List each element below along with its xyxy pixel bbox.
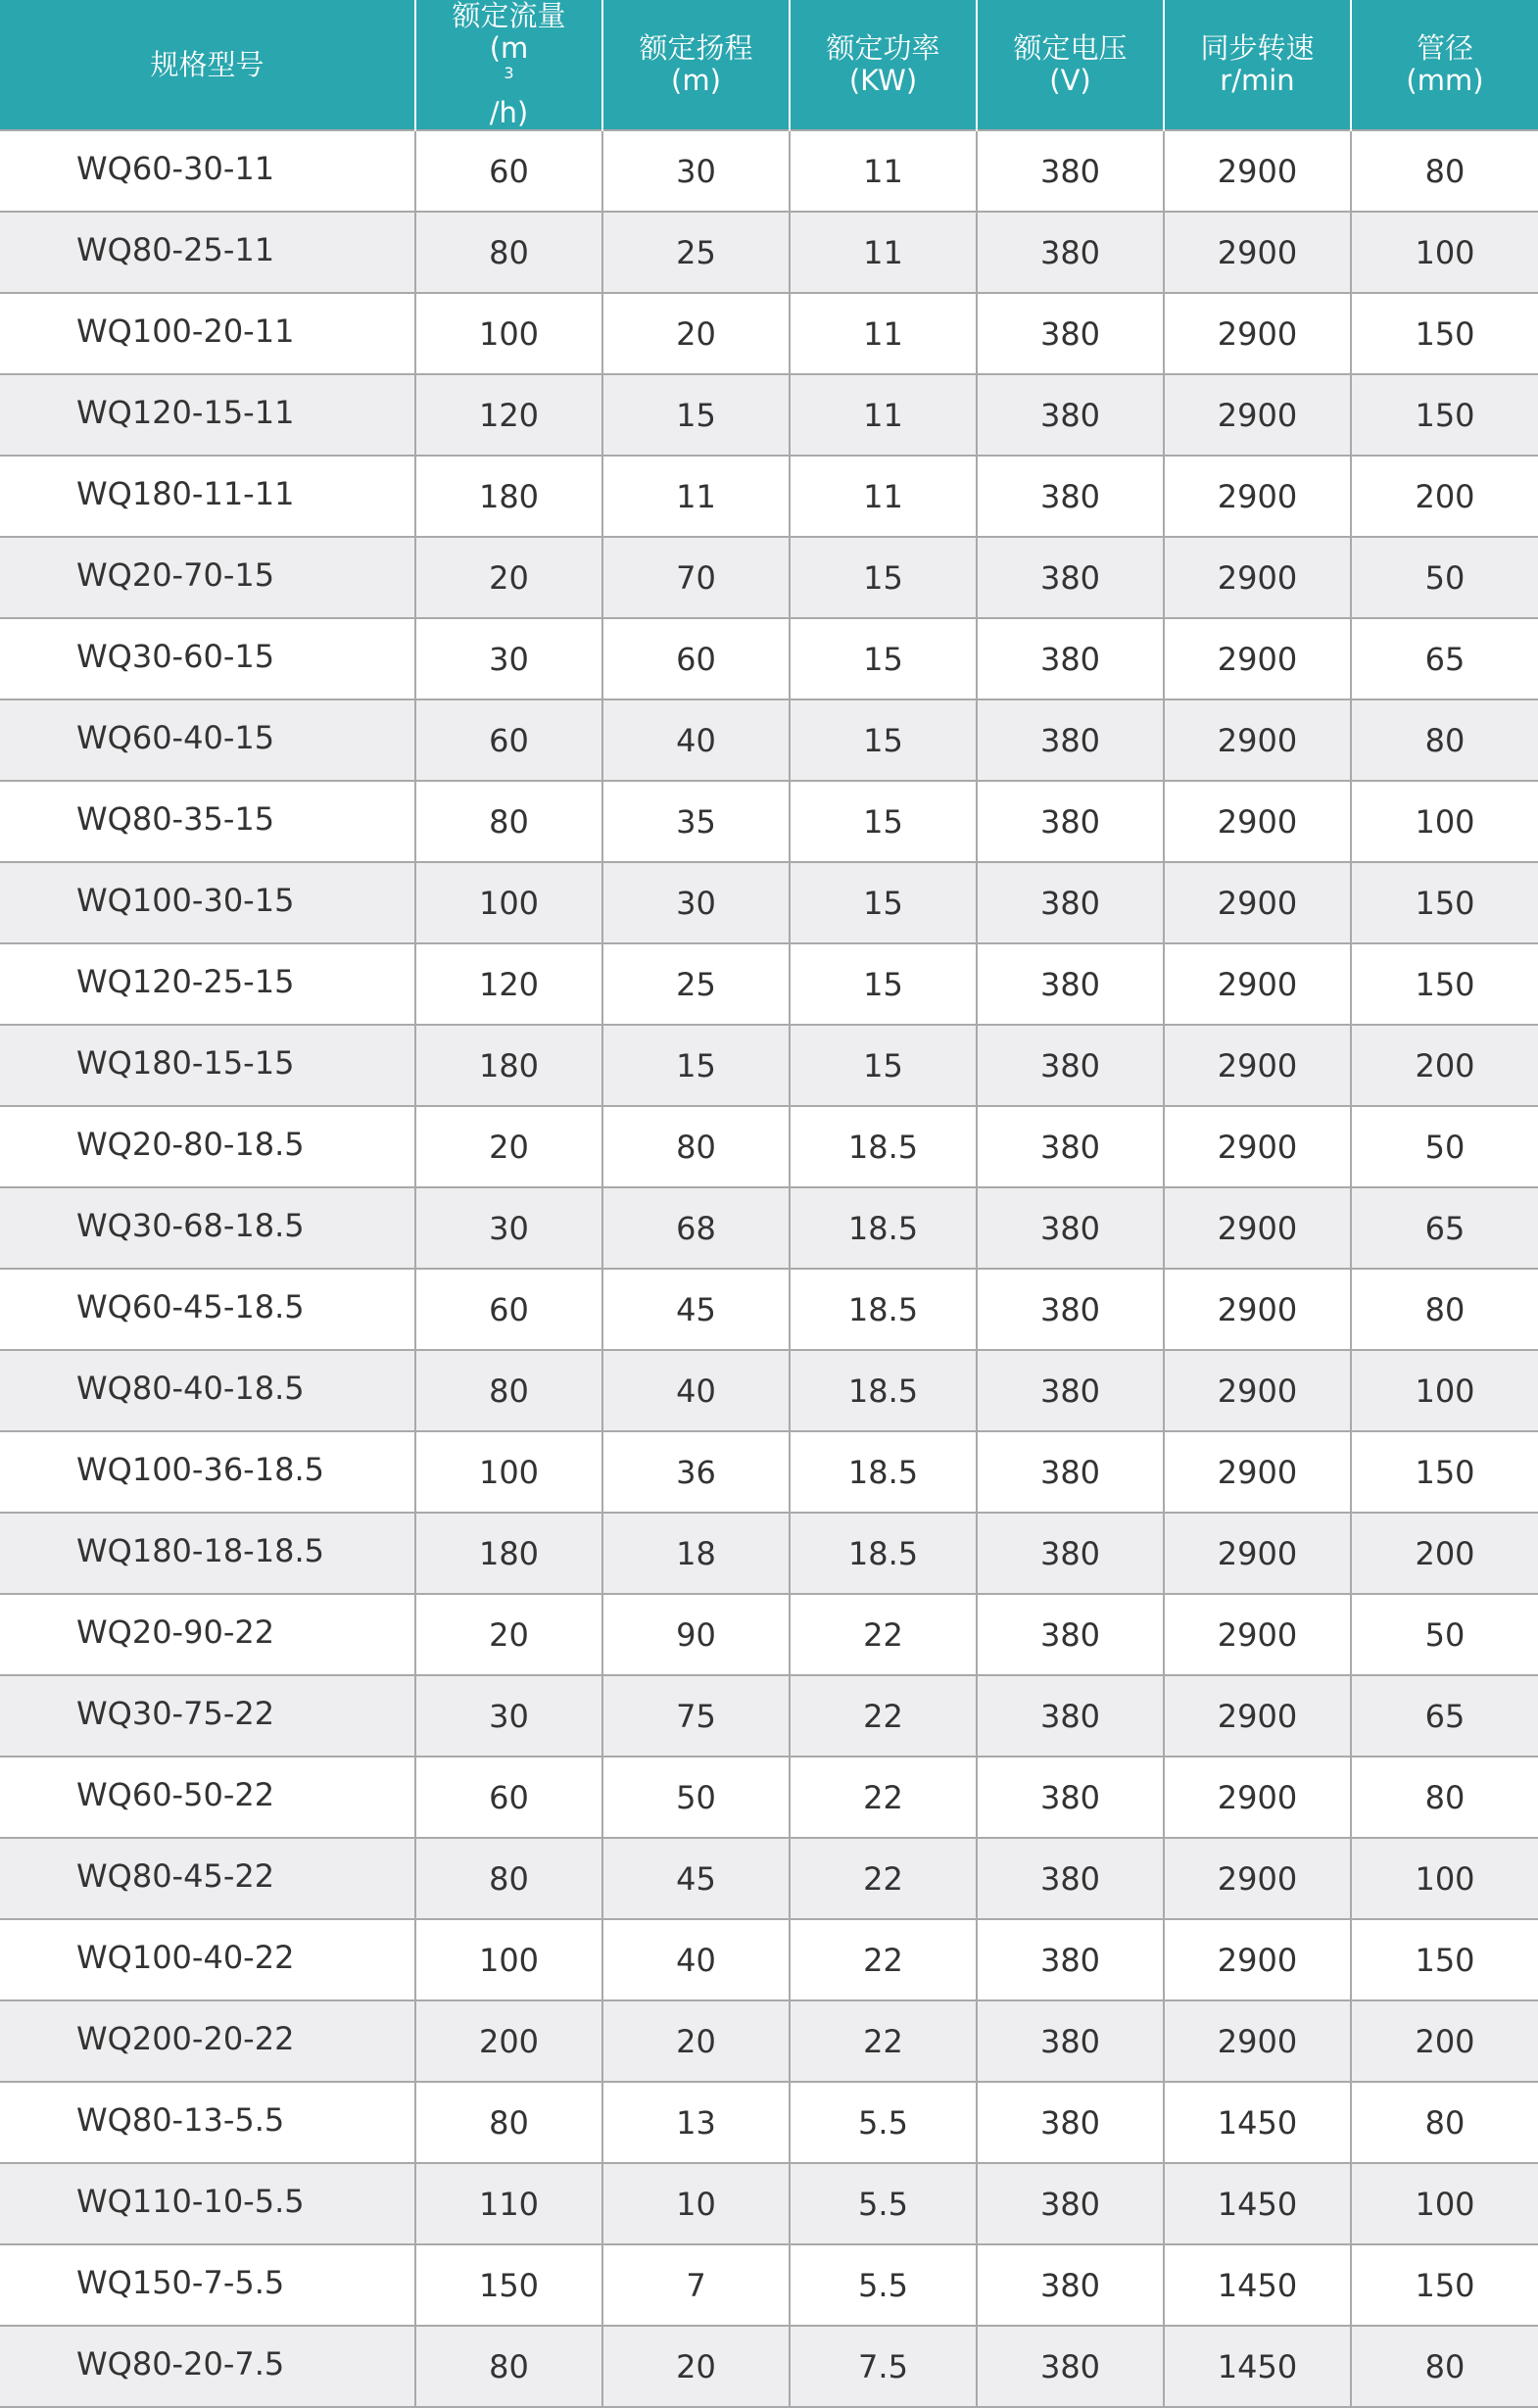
head-cell: 20: [602, 293, 790, 374]
head-cell: 30: [602, 130, 790, 212]
power-cell: 18.5: [790, 1269, 977, 1350]
model-cell: WQ200-20-22: [0, 2000, 415, 2082]
voltage-cell: 380: [977, 943, 1164, 1025]
flow-cell: 60: [415, 1269, 602, 1350]
flow-cell: 60: [415, 130, 602, 212]
power-cell: 22: [790, 1919, 977, 2000]
pipe-cell: 65: [1351, 618, 1538, 699]
head-cell: 68: [602, 1187, 790, 1269]
voltage-cell: 380: [977, 130, 1164, 212]
speed-cell: 2900: [1164, 130, 1351, 212]
voltage-cell: 380: [977, 1757, 1164, 1838]
table-row: [0, 2244, 1538, 2326]
table-row: [0, 1350, 1538, 1431]
pipe-cell: 50: [1351, 1106, 1538, 1187]
speed-cell: 2900: [1164, 1025, 1351, 1106]
flow-cell: 100: [415, 293, 602, 374]
header-head: 额定扬程 (m): [602, 0, 790, 130]
pipe-cell: 100: [1351, 2163, 1538, 2244]
pipe-cell: 100: [1351, 1350, 1538, 1431]
voltage-cell: 380: [977, 1025, 1164, 1106]
model-cell: WQ80-25-11: [0, 212, 415, 293]
speed-cell: 2900: [1164, 537, 1351, 618]
speed-cell: 2900: [1164, 1594, 1351, 1675]
flow-cell: 80: [415, 2082, 602, 2163]
table-row: [0, 1675, 1538, 1757]
pipe-cell: 100: [1351, 1838, 1538, 1919]
speed-cell: 2900: [1164, 1919, 1351, 2000]
header-flow: 额定流量 (m $^3$ /h): [415, 0, 602, 130]
speed-cell: 2900: [1164, 862, 1351, 943]
head-cell: 45: [602, 1269, 790, 1350]
table-row: [0, 781, 1538, 862]
pipe-cell: 80: [1351, 1269, 1538, 1350]
power-cell: 11: [790, 130, 977, 212]
header-speed: 同步转速 r/min: [1164, 0, 1351, 130]
power-cell: 15: [790, 1025, 977, 1106]
table-row: [0, 537, 1538, 618]
power-cell: 22: [790, 1594, 977, 1675]
flow-cell: 80: [415, 1350, 602, 1431]
pipe-cell: 80: [1351, 1757, 1538, 1838]
flow-cell: 20: [415, 537, 602, 618]
voltage-cell: 380: [977, 2000, 1164, 2082]
table-row: [0, 2000, 1538, 2082]
speed-cell: 2900: [1164, 456, 1351, 537]
pipe-cell: 50: [1351, 537, 1538, 618]
pipe-cell: 100: [1351, 212, 1538, 293]
model-cell: WQ20-90-22: [0, 1594, 415, 1675]
flow-cell: 150: [415, 2244, 602, 2326]
speed-cell: 2900: [1164, 1838, 1351, 1919]
power-cell: 11: [790, 456, 977, 537]
head-cell: 13: [602, 2082, 790, 2163]
table-row: [0, 212, 1538, 293]
flow-cell: 100: [415, 862, 602, 943]
head-cell: 18: [602, 1513, 790, 1594]
pipe-cell: 80: [1351, 130, 1538, 212]
pipe-cell: 200: [1351, 2000, 1538, 2082]
head-cell: 35: [602, 781, 790, 862]
table-row: [0, 1594, 1538, 1675]
model-cell: WQ180-18-18.5: [0, 1513, 415, 1594]
model-cell: WQ20-80-18.5: [0, 1106, 415, 1187]
table-row: [0, 943, 1538, 1025]
model-cell: WQ150-7-5.5: [0, 2244, 415, 2326]
power-cell: 15: [790, 781, 977, 862]
power-cell: 18.5: [790, 1513, 977, 1594]
table-row: [0, 1513, 1538, 1594]
flow-cell: 100: [415, 1431, 602, 1513]
head-cell: 25: [602, 943, 790, 1025]
flow-cell: 200: [415, 2000, 602, 2082]
voltage-cell: 380: [977, 2244, 1164, 2326]
flow-cell: 80: [415, 212, 602, 293]
header-voltage: 额定电压 (V): [977, 0, 1164, 130]
pipe-cell: 150: [1351, 374, 1538, 456]
head-cell: 20: [602, 2000, 790, 2082]
speed-cell: 2900: [1164, 1431, 1351, 1513]
speed-cell: 1450: [1164, 2244, 1351, 2326]
model-cell: WQ180-11-11: [0, 456, 415, 537]
speed-cell: 2900: [1164, 1106, 1351, 1187]
power-cell: 5.5: [790, 2163, 977, 2244]
pipe-cell: 200: [1351, 1513, 1538, 1594]
flow-cell: 30: [415, 1675, 602, 1757]
speed-cell: 2900: [1164, 374, 1351, 456]
table-row: [0, 1106, 1538, 1187]
flow-cell: 180: [415, 456, 602, 537]
voltage-cell: 380: [977, 1513, 1164, 1594]
table-row: [0, 374, 1538, 456]
model-cell: WQ60-40-15: [0, 699, 415, 781]
table-row: [0, 1187, 1538, 1269]
voltage-cell: 380: [977, 1106, 1164, 1187]
voltage-cell: 380: [977, 456, 1164, 537]
speed-cell: 2900: [1164, 699, 1351, 781]
model-cell: WQ100-40-22: [0, 1919, 415, 2000]
power-cell: 5.5: [790, 2244, 977, 2326]
power-cell: 15: [790, 862, 977, 943]
speed-cell: 2900: [1164, 943, 1351, 1025]
model-cell: WQ80-40-18.5: [0, 1350, 415, 1431]
power-cell: 18.5: [790, 1106, 977, 1187]
model-cell: WQ180-15-15: [0, 1025, 415, 1106]
power-cell: 11: [790, 212, 977, 293]
voltage-cell: 380: [977, 2163, 1164, 2244]
pipe-cell: 150: [1351, 862, 1538, 943]
head-cell: 40: [602, 699, 790, 781]
head-cell: 20: [602, 2326, 790, 2407]
model-cell: WQ30-60-15: [0, 618, 415, 699]
model-cell: WQ100-30-15: [0, 862, 415, 943]
table-row: [0, 2326, 1538, 2407]
pipe-cell: 80: [1351, 2082, 1538, 2163]
voltage-cell: 380: [977, 293, 1164, 374]
flow-cell: 100: [415, 1919, 602, 2000]
header-power: 额定功率 (KW): [790, 0, 977, 130]
voltage-cell: 380: [977, 1919, 1164, 2000]
pipe-cell: 80: [1351, 2326, 1538, 2407]
flow-cell: 20: [415, 1594, 602, 1675]
speed-cell: 2900: [1164, 1269, 1351, 1350]
head-cell: 11: [602, 456, 790, 537]
head-cell: 70: [602, 537, 790, 618]
speed-cell: 2900: [1164, 618, 1351, 699]
pipe-cell: 200: [1351, 1025, 1538, 1106]
model-cell: WQ80-45-22: [0, 1838, 415, 1919]
head-cell: 10: [602, 2163, 790, 2244]
flow-cell: 120: [415, 943, 602, 1025]
power-cell: 18.5: [790, 1350, 977, 1431]
speed-cell: 2900: [1164, 1187, 1351, 1269]
table-row: [0, 1838, 1538, 1919]
table-row: [0, 699, 1538, 781]
flow-cell: 80: [415, 1838, 602, 1919]
speed-cell: 1450: [1164, 2326, 1351, 2407]
head-cell: 25: [602, 212, 790, 293]
model-cell: WQ100-20-11: [0, 293, 415, 374]
voltage-cell: 380: [977, 537, 1164, 618]
header-row: [0, 0, 1538, 130]
power-cell: 15: [790, 699, 977, 781]
voltage-cell: 380: [977, 2082, 1164, 2163]
pipe-cell: 150: [1351, 293, 1538, 374]
speed-cell: 2900: [1164, 1675, 1351, 1757]
power-cell: 11: [790, 293, 977, 374]
head-cell: 30: [602, 862, 790, 943]
speed-cell: 2900: [1164, 2000, 1351, 2082]
flow-cell: 120: [415, 374, 602, 456]
voltage-cell: 380: [977, 374, 1164, 456]
pipe-cell: 200: [1351, 456, 1538, 537]
flow-cell: 80: [415, 781, 602, 862]
speed-cell: 2900: [1164, 212, 1351, 293]
pipe-cell: 80: [1351, 699, 1538, 781]
voltage-cell: 380: [977, 1187, 1164, 1269]
model-cell: WQ30-68-18.5: [0, 1187, 415, 1269]
flow-cell: 60: [415, 1757, 602, 1838]
voltage-cell: 380: [977, 862, 1164, 943]
model-cell: WQ100-36-18.5: [0, 1431, 415, 1513]
head-cell: 40: [602, 1919, 790, 2000]
pipe-cell: 150: [1351, 1431, 1538, 1513]
model-cell: WQ60-45-18.5: [0, 1269, 415, 1350]
table-body: [0, 130, 1538, 2407]
flow-cell: 180: [415, 1025, 602, 1106]
model-cell: WQ60-50-22: [0, 1757, 415, 1838]
header-model: 规格型号: [0, 0, 415, 130]
head-cell: 15: [602, 1025, 790, 1106]
speed-cell: 2900: [1164, 1757, 1351, 1838]
head-cell: 36: [602, 1431, 790, 1513]
header-pipe: 管径 (mm): [1351, 0, 1538, 130]
model-cell: WQ30-75-22: [0, 1675, 415, 1757]
model-cell: WQ120-25-15: [0, 943, 415, 1025]
model-cell: WQ110-10-5.5: [0, 2163, 415, 2244]
power-cell: 15: [790, 943, 977, 1025]
head-cell: 90: [602, 1594, 790, 1675]
table-row: [0, 1025, 1538, 1106]
pipe-cell: 150: [1351, 2244, 1538, 2326]
speed-cell: 2900: [1164, 293, 1351, 374]
speed-cell: 1450: [1164, 2082, 1351, 2163]
pipe-cell: 150: [1351, 1919, 1538, 2000]
head-cell: 40: [602, 1350, 790, 1431]
model-cell: WQ80-20-7.5: [0, 2326, 415, 2407]
power-cell: 7.5: [790, 2326, 977, 2407]
pipe-cell: 100: [1351, 781, 1538, 862]
power-cell: 22: [790, 1675, 977, 1757]
table-row: [0, 2082, 1538, 2163]
head-cell: 15: [602, 374, 790, 456]
table-row: [0, 1919, 1538, 2000]
power-cell: 11: [790, 374, 977, 456]
voltage-cell: 380: [977, 1350, 1164, 1431]
speed-cell: 2900: [1164, 1513, 1351, 1594]
speed-cell: 2900: [1164, 781, 1351, 862]
head-cell: 7: [602, 2244, 790, 2326]
flow-cell: 60: [415, 699, 602, 781]
table-row: [0, 1757, 1538, 1838]
flow-cell: 30: [415, 618, 602, 699]
power-cell: 5.5: [790, 2082, 977, 2163]
flow-cell: 20: [415, 1106, 602, 1187]
head-cell: 75: [602, 1675, 790, 1757]
speed-cell: 2900: [1164, 1350, 1351, 1431]
power-cell: 15: [790, 618, 977, 699]
voltage-cell: 380: [977, 1431, 1164, 1513]
pipe-cell: 65: [1351, 1187, 1538, 1269]
voltage-cell: 380: [977, 212, 1164, 293]
power-cell: 18.5: [790, 1431, 977, 1513]
table-row: [0, 1431, 1538, 1513]
voltage-cell: 380: [977, 781, 1164, 862]
table-row: [0, 130, 1538, 212]
power-cell: 15: [790, 537, 977, 618]
voltage-cell: 380: [977, 2326, 1164, 2407]
model-cell: WQ60-30-11: [0, 130, 415, 212]
power-cell: 22: [790, 2000, 977, 2082]
table-row: [0, 293, 1538, 374]
voltage-cell: 380: [977, 699, 1164, 781]
table-row: [0, 1269, 1538, 1350]
model-cell: WQ120-15-11: [0, 374, 415, 456]
table-row: [0, 2163, 1538, 2244]
head-cell: 45: [602, 1838, 790, 1919]
flow-cell: 110: [415, 2163, 602, 2244]
head-cell: 60: [602, 618, 790, 699]
head-cell: 80: [602, 1106, 790, 1187]
power-cell: 22: [790, 1838, 977, 1919]
table-header: [0, 0, 1538, 130]
power-cell: 18.5: [790, 1187, 977, 1269]
model-cell: WQ80-13-5.5: [0, 2082, 415, 2163]
head-cell: 50: [602, 1757, 790, 1838]
table-row: [0, 862, 1538, 943]
pipe-cell: 50: [1351, 1594, 1538, 1675]
pipe-cell: 65: [1351, 1675, 1538, 1757]
voltage-cell: 380: [977, 1594, 1164, 1675]
voltage-cell: 380: [977, 618, 1164, 699]
table-row: [0, 456, 1538, 537]
voltage-cell: 380: [977, 1269, 1164, 1350]
table-row: [0, 618, 1538, 699]
flow-cell: 30: [415, 1187, 602, 1269]
power-cell: 22: [790, 1757, 977, 1838]
voltage-cell: 380: [977, 1838, 1164, 1919]
flow-cell: 180: [415, 1513, 602, 1594]
model-cell: WQ80-35-15: [0, 781, 415, 862]
voltage-cell: 380: [977, 1675, 1164, 1757]
pipe-cell: 150: [1351, 943, 1538, 1025]
model-cell: WQ20-70-15: [0, 537, 415, 618]
speed-cell: 1450: [1164, 2163, 1351, 2244]
flow-cell: 80: [415, 2326, 602, 2407]
